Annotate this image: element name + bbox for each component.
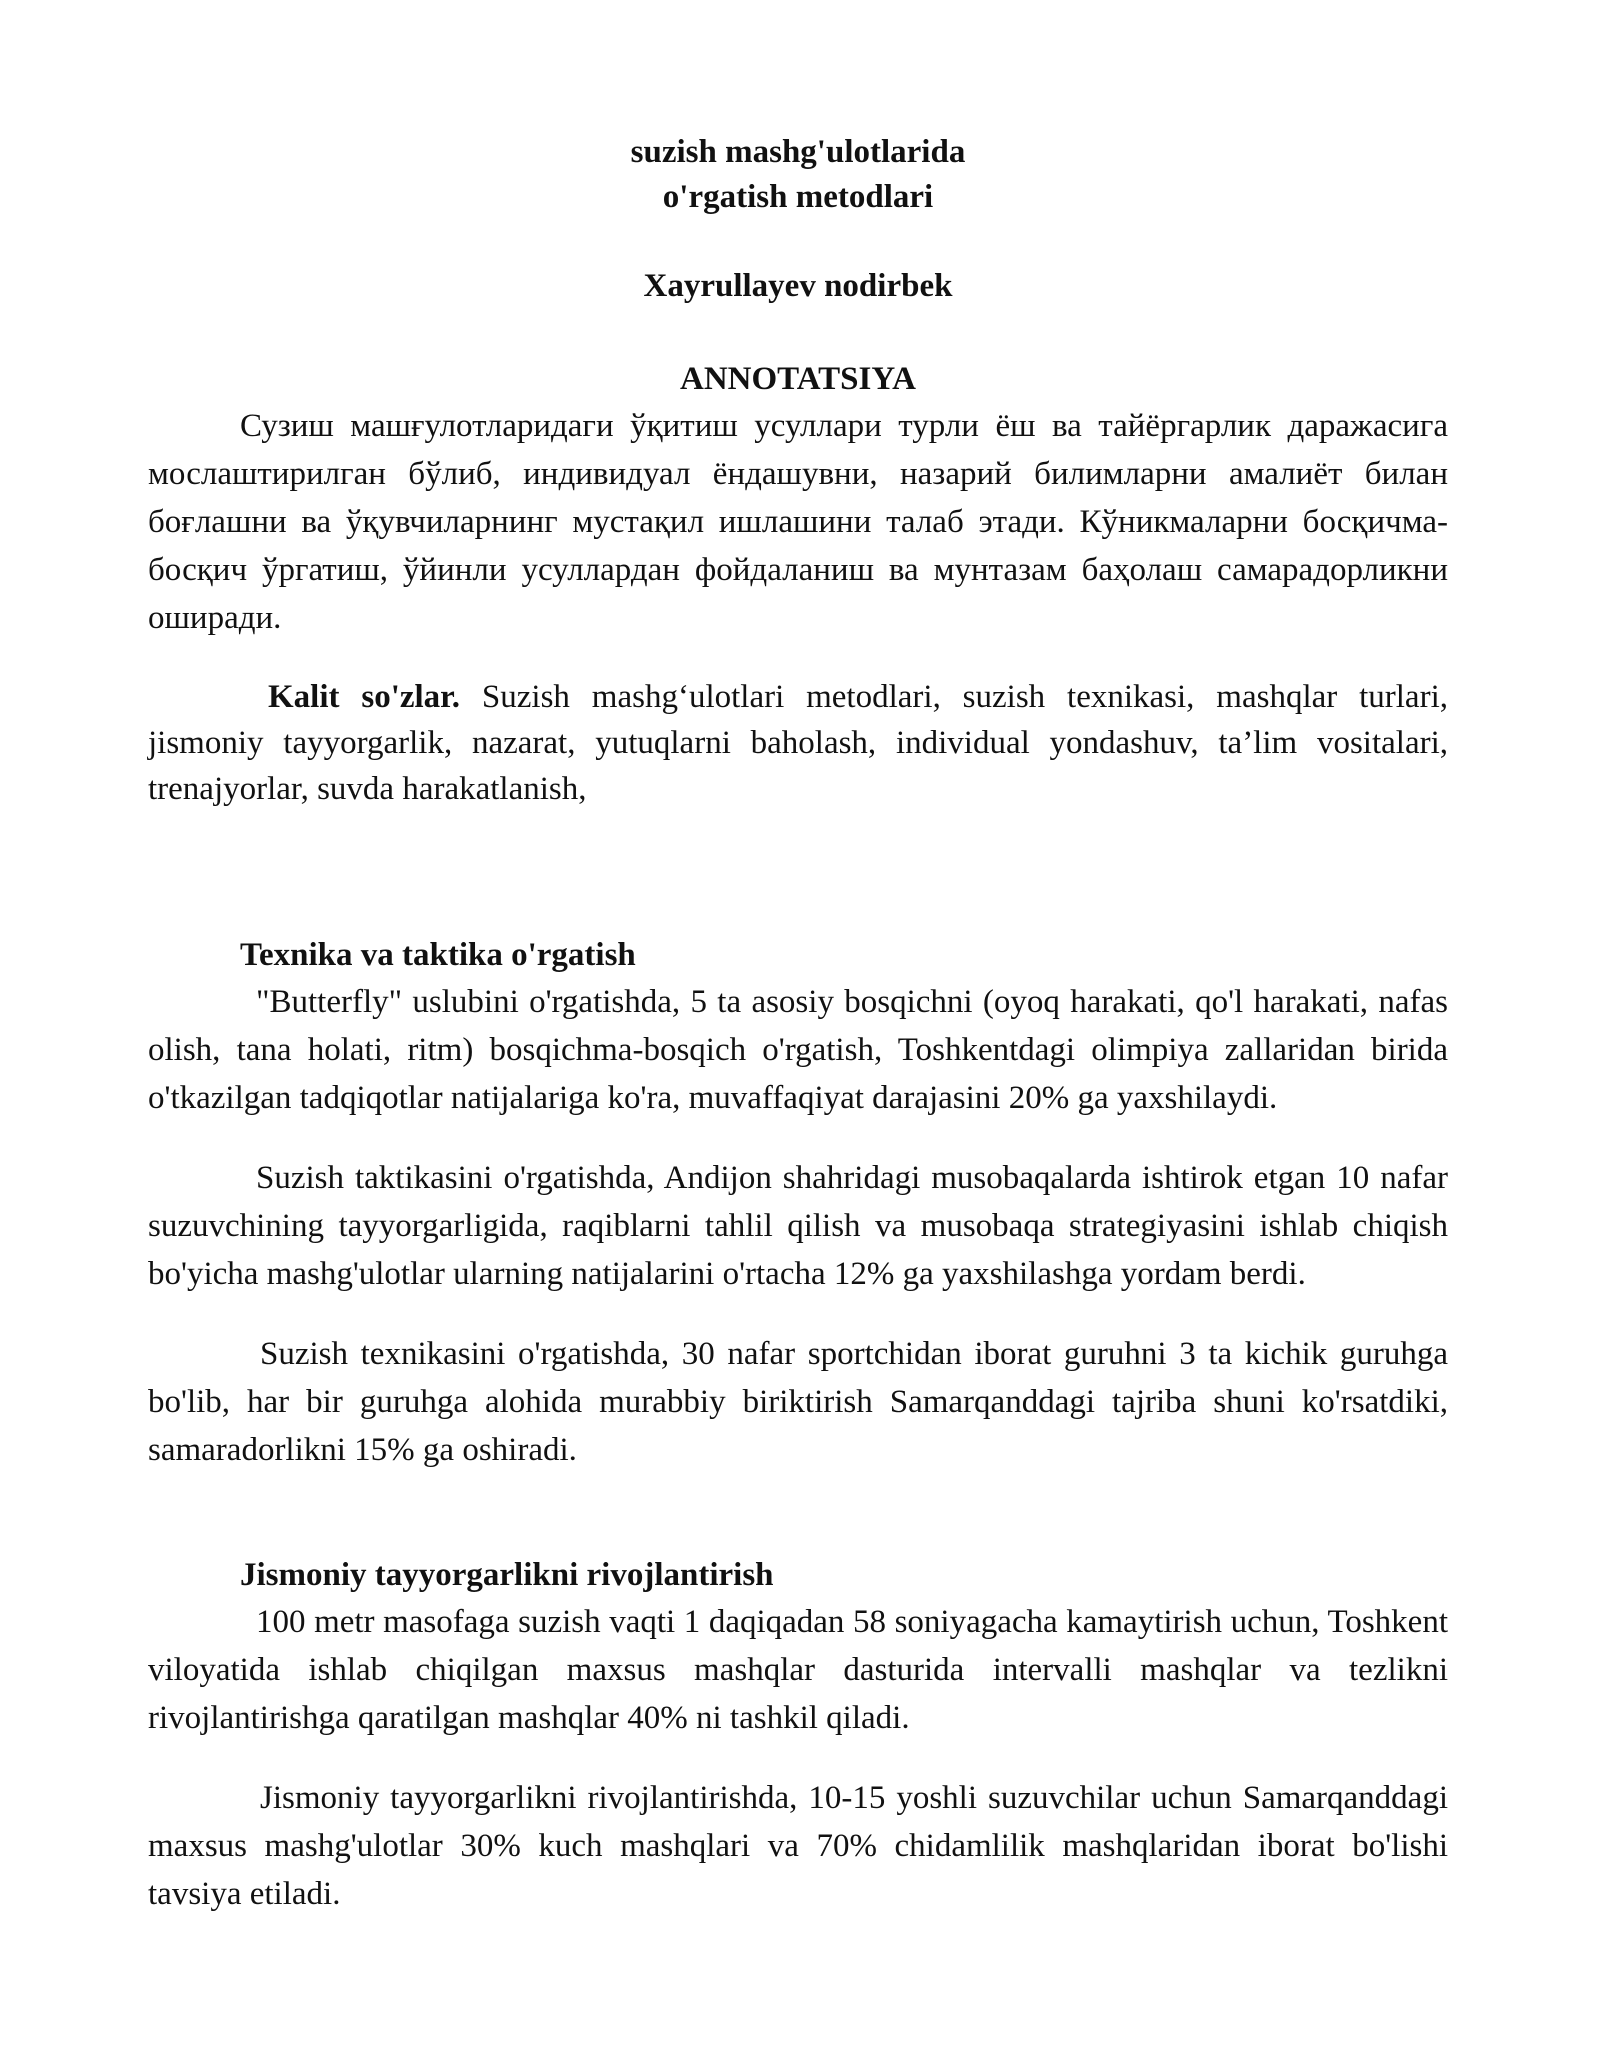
section-2-paragraph-2: Jismoniy tayyorgarlikni rivojlantirishda, 10-15 yoshli suzuvchilar uchun Samarqanddagi maxsus mashg'ulotlar 30% kuch mashqlari va 70% chidamlilik mashqlaridan iborat bo'lishi tavsiya etiladi. bbox=[148, 1780, 1448, 1912]
keywords-label: Kalit so'zlar. bbox=[268, 679, 461, 715]
annotation-heading: ANNOTATSIYA bbox=[680, 361, 916, 397]
section-1-paragraph-1: "Butterfly" uslubini o'rgatishda, 5 ta asosiy bosqichni (oyoq harakati, qo'l harakati, nafas olish, tana holati, ritm) bosqichma-bosqich o'rgatish, Toshkentdagi olimpiya zallaridan birida o'tkazilgan tadqiqotlar natijalariga ko'ra, muvaffaqiyat darajasini 20% ga yaxshilaydi. bbox=[148, 984, 1448, 1116]
author-name: Xayrullayev nodirbek bbox=[643, 268, 953, 304]
title-line-1: suzish mashg'ulotlarida bbox=[630, 134, 966, 170]
section-heading-physical: Jismoniy tayyorgarlikni rivojlantirish bbox=[240, 1557, 774, 1593]
section-1-paragraph-2: Suzish taktikasini o'rgatishda, Andijon shahridagi musobaqalarda ishtirok etgan 10 nafar suzuvchining tayyorgarligida, raqiblarni tahlil qilish va musobaqa strategiyasini ishlab chiqish bo'yicha mashg'ulotlar ularning natijalarini o'rtacha 12% ga yaxshilashga yordam berdi. bbox=[148, 1160, 1448, 1292]
section-2-paragraph-1: 100 metr masofaga suzish vaqti 1 daqiqadan 58 soniyagacha kamaytirish uchun, Toshkent viloyatida ishlab chiqilgan maxsus mashqlar dasturida intervalli mashqlar va tezlikni rivojlantirishga qaratilgan mashqlar 40% ni tashkil qiladi. bbox=[148, 1604, 1448, 1736]
annotation-text: Сузиш машғулотларидаги ўқитиш усуллари турли ёш ва тайёргарлик даражасига мослаштирилган бўлиб, индивидуал ёндашувни, назарий билимларни амалиёт билан боғлашни ва ўқувчиларнинг мустақил ишлашини талаб этади. Кўникмаларни босқичма-босқич ўргатиш, ўйинли усуллардан фойдаланиш ва мунтазам баҳолаш самарадорликни оширади. bbox=[148, 408, 1448, 636]
keywords-paragraph bbox=[148, 674, 1448, 812]
document-title bbox=[148, 130, 1448, 220]
document-page bbox=[148, 130, 1448, 1918]
keywords-text: Suzish mashg‘ulotlari metodlari, suzish texnikasi, mashqlar turlari, jismoniy tayyorgarlik, nazarat, yutuqlarni baholash, individual yondashuv, ta’lim vositalari, trenajyorlar, suvda harakatlanish, bbox=[148, 679, 1448, 807]
section-1-paragraph-3: Suzish texnikasini o'rgatishda, 30 nafar sportchidan iborat guruhni 3 ta kichik guruhga bo'lib, har bir guruhga alohida murabbiy biriktirish Samarqanddagi tajriba shuni ko'rsatdiki, samaradorlikni 15% ga oshiradi. bbox=[148, 1336, 1448, 1468]
title-line-2: o'rgatish metodlari bbox=[662, 179, 934, 215]
section-heading-technique: Texnika va taktika o'rgatish bbox=[240, 937, 636, 973]
